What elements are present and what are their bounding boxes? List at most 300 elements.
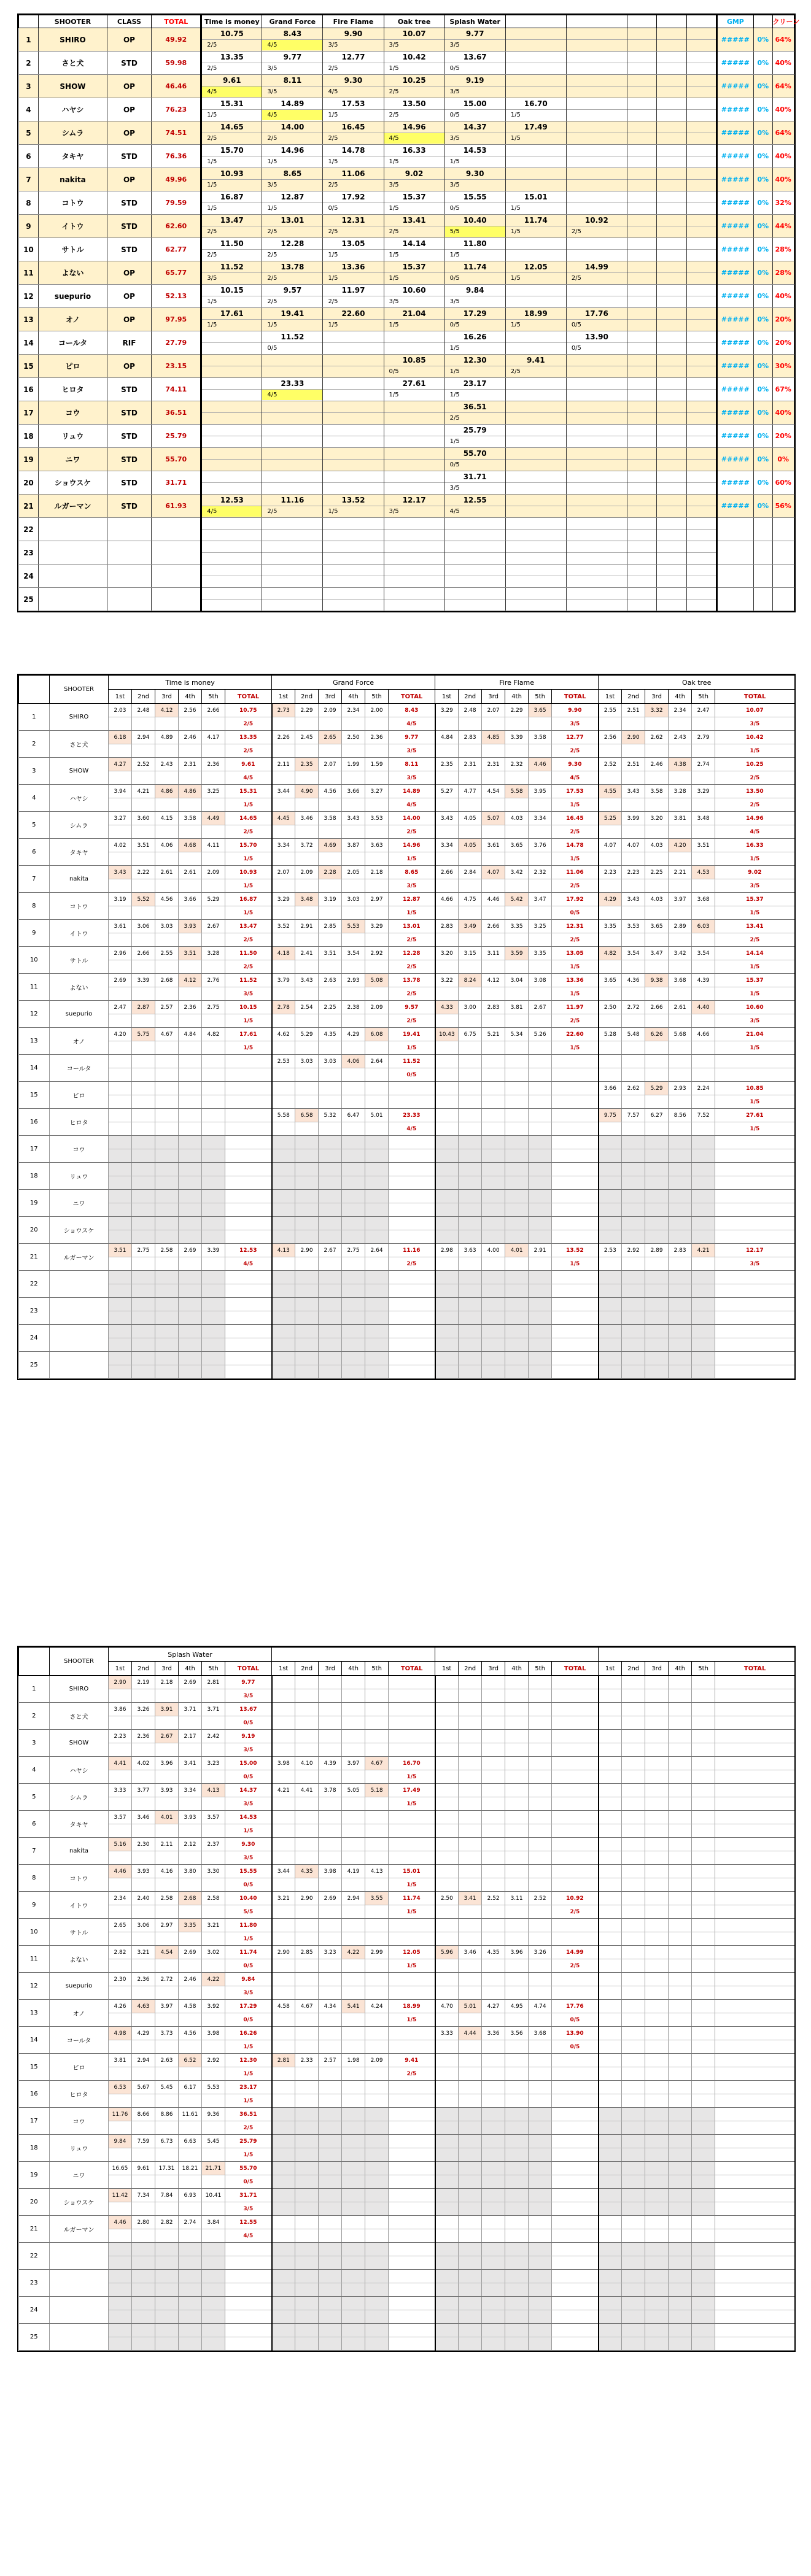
stage-score-cell xyxy=(686,425,716,448)
stage-hits xyxy=(506,576,566,587)
shooter-time-row xyxy=(19,2216,795,2229)
shot-time: 4.00 xyxy=(482,1244,505,1257)
event-hits: 5/5 xyxy=(225,1905,272,1919)
shot-time xyxy=(599,2324,622,2337)
shot-mark xyxy=(622,2013,645,2027)
stage-hits xyxy=(657,203,686,214)
shot-mark xyxy=(505,2067,529,2081)
shot-mark xyxy=(599,2310,622,2324)
shot-mark xyxy=(459,1797,482,1811)
shot-column-header: 1st xyxy=(272,690,295,704)
shot-mark xyxy=(645,879,669,893)
shot-time: 3.81 xyxy=(505,1001,529,1014)
event-hits xyxy=(225,2283,272,2297)
event-hits xyxy=(552,1824,599,1838)
stage-score-cell xyxy=(657,215,687,238)
header-event-6 xyxy=(505,15,566,28)
shot-mark xyxy=(179,2013,202,2027)
shot-time xyxy=(435,2162,459,2175)
row-number: 4 xyxy=(19,785,50,812)
shot-mark xyxy=(482,960,505,974)
shot-mark xyxy=(132,1743,155,1757)
event-hits xyxy=(389,1311,435,1325)
stage-hits: 1/5 xyxy=(510,135,521,142)
shot-time xyxy=(599,1163,622,1176)
shot-mark xyxy=(342,2067,365,2081)
shot-mark xyxy=(622,1311,645,1325)
shot-time: 4.66 xyxy=(692,1028,715,1041)
stage-time: 36.51 xyxy=(445,401,505,413)
shooter-class: OP xyxy=(107,308,152,331)
shot-time: 2.46 xyxy=(645,758,669,771)
shot-time: 2.28 xyxy=(319,866,342,879)
shot-mark xyxy=(319,1122,342,1136)
shot-mark xyxy=(342,1716,365,1730)
stage-score-cell xyxy=(384,145,444,168)
stage-score-cell xyxy=(657,168,687,191)
shot-mark xyxy=(505,1905,529,1919)
shot-mark xyxy=(529,2256,552,2270)
shot-time xyxy=(599,1865,622,1878)
shooter-time-row xyxy=(19,812,795,825)
shot-time xyxy=(342,2189,365,2202)
shot-mark xyxy=(365,906,389,920)
shot-time xyxy=(622,1298,645,1311)
shot-time: 5.05 xyxy=(342,1784,365,1797)
event-total: 13.35 xyxy=(225,731,272,744)
shot-time: 2.75 xyxy=(132,1244,155,1257)
event-title: Time is money xyxy=(109,676,272,690)
shot-time xyxy=(132,2324,155,2337)
shot-mark xyxy=(295,1743,319,1757)
row-number: 7 xyxy=(19,866,50,893)
stage-hits xyxy=(384,483,444,493)
stage-hits xyxy=(687,296,716,307)
event-hits xyxy=(715,2337,795,2351)
shot-mark xyxy=(342,2202,365,2216)
row-number: 12 xyxy=(19,285,39,308)
shot-mark xyxy=(132,1365,155,1379)
shot-time xyxy=(342,1730,365,1743)
stage-hits: 4/5 xyxy=(384,133,444,144)
stage-score-cell xyxy=(201,308,262,331)
shot-mark xyxy=(295,2256,319,2270)
stage-hits xyxy=(627,273,657,283)
shot-time: 2.69 xyxy=(319,1892,342,1905)
stage-score-cell xyxy=(657,448,687,471)
shot-mark xyxy=(622,2067,645,2081)
shot-mark xyxy=(459,1284,482,1298)
shot-mark xyxy=(692,1203,715,1217)
shooter-name: オノ xyxy=(39,308,107,331)
shot-mark xyxy=(342,2283,365,2297)
shot-mark xyxy=(529,2175,552,2189)
event-total xyxy=(389,1703,435,1716)
shot-time: 3.11 xyxy=(505,1892,529,1905)
shot-mark xyxy=(179,2229,202,2243)
shot-time xyxy=(459,1811,482,1824)
shooter-time-row xyxy=(19,731,795,744)
shot-mark xyxy=(272,987,295,1001)
stage-time xyxy=(687,495,716,506)
shot-time: 18.21 xyxy=(179,2162,202,2175)
stage-time: 9.84 xyxy=(445,285,505,296)
shot-time: 2.21 xyxy=(669,866,692,879)
stage-time xyxy=(262,425,322,436)
total-column-header: TOTAL xyxy=(389,1662,435,1676)
shot-time xyxy=(505,2216,529,2229)
shot-mark xyxy=(669,1338,692,1352)
shooter-name: オノ xyxy=(50,2000,109,2027)
shot-mark xyxy=(599,1149,622,1163)
stage-time xyxy=(657,285,686,296)
shot-mark xyxy=(505,825,529,839)
shot-time: 5.58 xyxy=(505,785,529,798)
shot-time xyxy=(109,1055,132,1068)
shot-time: 4.69 xyxy=(319,839,342,852)
shot-time: 4.12 xyxy=(179,974,202,987)
shot-mark xyxy=(529,2202,552,2216)
shot-time xyxy=(342,1190,365,1203)
row-number: 6 xyxy=(19,145,39,168)
shot-mark xyxy=(365,2121,389,2135)
shooter-time-row xyxy=(19,1109,795,1122)
stage-hits xyxy=(687,180,716,190)
shot-mark xyxy=(622,1905,645,1919)
stage-hits xyxy=(567,436,627,447)
gmp-percent: 0% xyxy=(754,425,772,448)
shot-time xyxy=(669,2270,692,2283)
stage-time xyxy=(687,238,716,250)
shot-time: 4.07 xyxy=(482,866,505,879)
shot-mark xyxy=(319,1176,342,1190)
shot-column-header: 4th xyxy=(179,690,202,704)
shot-mark xyxy=(529,2283,552,2297)
shot-time xyxy=(645,2135,669,2148)
event-hits xyxy=(389,2229,435,2243)
shot-mark xyxy=(435,2013,459,2027)
shot-time xyxy=(529,1784,552,1797)
row-number: 11 xyxy=(19,974,50,1001)
shot-time: 4.58 xyxy=(272,2000,295,2013)
event-total: 12.55 xyxy=(225,2216,272,2229)
shot-mark xyxy=(342,1257,365,1271)
shot-mark xyxy=(342,906,365,920)
gmp-value: ##### xyxy=(716,168,754,191)
shot-time: 6.08 xyxy=(365,1028,389,1041)
shot-time xyxy=(435,1352,459,1365)
detail-sheet-2 xyxy=(17,1646,796,2352)
stage-hits xyxy=(627,343,657,353)
shooter-name: さと犬 xyxy=(39,52,107,75)
shot-mark xyxy=(529,1311,552,1325)
stage-time: 14.96 xyxy=(384,121,444,133)
event-header-row xyxy=(19,676,795,690)
event-total xyxy=(552,2054,599,2067)
shot-mark xyxy=(505,1014,529,1028)
stage-time: 9.77 xyxy=(445,28,505,40)
shot-mark xyxy=(482,1203,505,1217)
event-total: 9.02 xyxy=(715,866,795,879)
shot-mark xyxy=(669,2256,692,2270)
shooter-name xyxy=(50,2297,109,2324)
shot-mark xyxy=(109,1905,132,1919)
stage-hits xyxy=(657,413,686,423)
event-hits: 1/5 xyxy=(225,2067,272,2081)
event-hits: 1/5 xyxy=(552,1041,599,1055)
shot-mark xyxy=(505,2310,529,2324)
shot-time: 3.19 xyxy=(319,893,342,906)
shot-mark xyxy=(132,1986,155,2000)
stage-score-cell xyxy=(201,495,262,518)
shot-mark xyxy=(435,717,459,731)
shot-mark xyxy=(482,1230,505,1244)
stage-score-cell xyxy=(384,98,444,121)
shot-time xyxy=(599,2189,622,2202)
shot-mark xyxy=(599,1014,622,1028)
shot-mark xyxy=(109,2094,132,2108)
event-total xyxy=(552,1109,599,1122)
event-hits: 2/5 xyxy=(552,1905,599,1919)
shot-time xyxy=(622,1919,645,1932)
shot-time: 4.29 xyxy=(599,893,622,906)
stage-hits: 2/5 xyxy=(449,415,460,422)
event-total: 13.01 xyxy=(389,920,435,933)
row-number: 9 xyxy=(19,1892,50,1919)
shot-time: 3.27 xyxy=(109,812,132,825)
stage-score-cell xyxy=(657,145,687,168)
shot-time: 2.64 xyxy=(365,1055,389,1068)
event-hits: 1/5 xyxy=(225,2040,272,2054)
event-total xyxy=(225,1136,272,1149)
shot-time xyxy=(365,1163,389,1176)
stage-hits xyxy=(567,296,627,307)
shot-mark xyxy=(202,1959,225,1973)
shot-mark xyxy=(319,1041,342,1055)
stage-score-cell xyxy=(686,471,716,495)
shooter-mark-row xyxy=(19,1743,795,1757)
shot-mark xyxy=(622,1122,645,1136)
shooter-name: ヒロタ xyxy=(50,2081,109,2108)
shot-mark xyxy=(202,2283,225,2297)
shot-mark xyxy=(505,1689,529,1703)
shot-mark xyxy=(272,906,295,920)
shot-time: 3.79 xyxy=(272,974,295,987)
stage-time xyxy=(202,425,262,436)
event-hits xyxy=(389,2310,435,2324)
shot-time xyxy=(435,1676,459,1689)
shot-time: 2.36 xyxy=(365,731,389,744)
stage-time xyxy=(323,448,383,460)
row-number: 10 xyxy=(19,1919,50,1946)
shooter-time-row xyxy=(19,1001,795,1014)
shot-mark xyxy=(319,1959,342,1973)
shot-time xyxy=(295,1163,319,1176)
stage-time xyxy=(657,191,686,203)
stage-hits: 0/5 xyxy=(389,368,399,375)
shot-mark xyxy=(365,1716,389,1730)
shot-mark xyxy=(295,1797,319,1811)
event-hits xyxy=(389,1365,435,1379)
shot-mark xyxy=(179,2067,202,2081)
shot-mark xyxy=(505,1986,529,2000)
shot-mark xyxy=(202,1986,225,2000)
event-hits xyxy=(225,1122,272,1136)
shot-time: 3.65 xyxy=(599,974,622,987)
stage-time xyxy=(657,98,686,110)
shot-time: 2.97 xyxy=(365,893,389,906)
shot-time: 2.29 xyxy=(295,704,319,717)
stage-hits xyxy=(384,436,444,447)
stage-score-cell xyxy=(566,121,627,145)
shot-time xyxy=(599,1217,622,1230)
stage-score-cell xyxy=(505,518,566,541)
shot-time xyxy=(529,2324,552,2337)
stage-score-cell xyxy=(262,588,323,611)
shot-mark xyxy=(692,1041,715,1055)
shot-mark xyxy=(342,2121,365,2135)
shot-mark xyxy=(669,1014,692,1028)
shot-time xyxy=(435,1082,459,1095)
shot-mark xyxy=(459,1257,482,1271)
shot-time xyxy=(529,1811,552,1824)
event-hits xyxy=(552,2175,599,2189)
stage-hits: 3/5 xyxy=(449,135,460,142)
shot-time: 3.54 xyxy=(692,947,715,960)
stage-time: 16.33 xyxy=(384,145,444,156)
stage-score-cell xyxy=(201,378,262,401)
shooter-name: タキヤ xyxy=(39,145,107,168)
shot-time: 2.53 xyxy=(599,1244,622,1257)
shot-mark xyxy=(599,933,622,947)
shot-mark xyxy=(295,1095,319,1109)
shot-time: 3.47 xyxy=(529,893,552,906)
stage-score-cell xyxy=(201,448,262,471)
shot-time xyxy=(365,1838,389,1851)
shot-mark xyxy=(342,2094,365,2108)
event-hits xyxy=(389,2121,435,2135)
shot-time xyxy=(599,1703,622,1716)
stage-score-cell xyxy=(201,52,262,75)
shot-time xyxy=(505,1217,529,1230)
shot-column-header: 5th xyxy=(529,1662,552,1676)
stage-score-cell xyxy=(323,565,384,588)
row-number: 20 xyxy=(19,2189,50,2216)
stage-hits xyxy=(657,40,686,50)
shot-time: 2.09 xyxy=(295,866,319,879)
stage-time xyxy=(384,401,444,413)
shot-time xyxy=(272,1325,295,1338)
stage-time: 9.19 xyxy=(445,75,505,87)
stage-score-cell xyxy=(627,215,657,238)
event-hits xyxy=(715,2283,795,2297)
shot-time: 3.29 xyxy=(692,785,715,798)
shot-time: 2.91 xyxy=(295,920,319,933)
shot-mark xyxy=(319,879,342,893)
shot-time: 3.98 xyxy=(202,2027,225,2040)
shot-time: 2.47 xyxy=(692,704,715,717)
shot-mark xyxy=(109,2013,132,2027)
shot-mark xyxy=(435,1068,459,1082)
shot-mark xyxy=(599,1041,622,1055)
shooter-name xyxy=(50,1298,109,1325)
stage-hits xyxy=(445,600,505,610)
shot-time: 3.63 xyxy=(459,1244,482,1257)
gmp-value: ##### xyxy=(716,238,754,261)
shot-time: 3.25 xyxy=(202,785,225,798)
shot-time: 3.33 xyxy=(109,1784,132,1797)
shot-mark xyxy=(692,1122,715,1136)
stage-hits xyxy=(657,390,686,400)
shot-mark xyxy=(482,1122,505,1136)
shot-mark xyxy=(132,987,155,1001)
shot-time xyxy=(342,1163,365,1176)
shot-column-header: 5th xyxy=(529,690,552,704)
shot-time: 5.01 xyxy=(365,1109,389,1122)
shot-mark xyxy=(482,1176,505,1190)
stage-score-cell xyxy=(566,471,627,495)
event-hits xyxy=(715,1176,795,1190)
shot-mark xyxy=(435,2202,459,2216)
shot-time: 2.03 xyxy=(109,704,132,717)
header-event-1: Time is money xyxy=(201,15,262,28)
shot-mark xyxy=(202,1770,225,1784)
stage-time xyxy=(657,588,686,600)
stage-time xyxy=(687,215,716,226)
stage-score-cell xyxy=(201,518,262,541)
shot-mark xyxy=(435,1230,459,1244)
shot-mark xyxy=(319,2256,342,2270)
event-hits: 2/5 xyxy=(225,960,272,974)
shot-time: 3.04 xyxy=(505,974,529,987)
shot-mark xyxy=(179,1959,202,1973)
event-hits xyxy=(715,1149,795,1163)
shot-time xyxy=(435,2243,459,2256)
shot-time xyxy=(365,2243,389,2256)
shot-mark xyxy=(342,1122,365,1136)
shot-mark xyxy=(669,2067,692,2081)
shot-mark xyxy=(202,1122,225,1136)
stage-time xyxy=(567,98,627,110)
shot-time: 2.09 xyxy=(319,704,342,717)
shot-time: 2.99 xyxy=(365,1946,389,1959)
shot-mark xyxy=(319,1365,342,1379)
event-hits xyxy=(389,1851,435,1865)
shot-mark xyxy=(435,1176,459,1190)
event-total: 10.60 xyxy=(715,1001,795,1014)
shot-mark xyxy=(692,1716,715,1730)
shot-mark xyxy=(155,1932,179,1946)
shot-mark xyxy=(505,987,529,1001)
shot-mark xyxy=(295,1959,319,1973)
shot-mark xyxy=(179,1230,202,1244)
stage-hits: 5/5 xyxy=(445,226,505,237)
shot-mark xyxy=(622,1797,645,1811)
shooter-time-row xyxy=(19,2054,795,2067)
shot-time xyxy=(435,2297,459,2310)
shot-mark xyxy=(692,2013,715,2027)
shot-mark xyxy=(365,1932,389,1946)
stage-time xyxy=(657,565,686,576)
event-hits: 1/5 xyxy=(715,1122,795,1136)
shot-time: 4.20 xyxy=(669,839,692,852)
shot-time: 3.71 xyxy=(179,1703,202,1716)
summary-row xyxy=(19,471,794,495)
stage-time xyxy=(627,541,657,553)
shot-mark xyxy=(622,906,645,920)
shot-mark xyxy=(645,2310,669,2324)
total-score: 61.93 xyxy=(152,495,201,518)
